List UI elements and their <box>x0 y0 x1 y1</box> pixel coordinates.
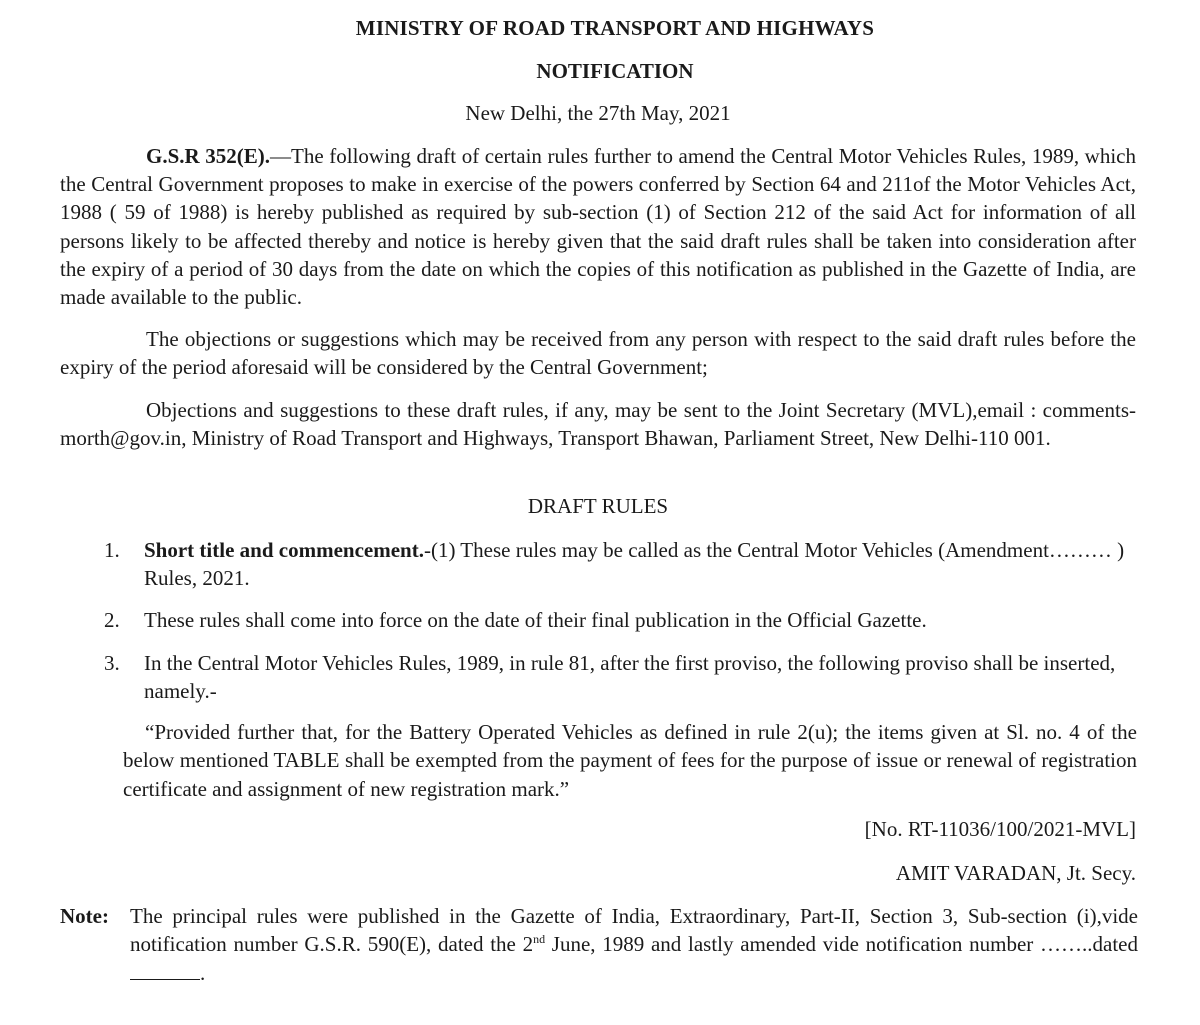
rule-body: -(1) These rules may be called as the Central Motor Vehicles (Amendment……… ) Rules, 2021. <box>144 538 1125 591</box>
rule-number: 1. <box>104 538 120 562</box>
blank-date-line <box>130 961 200 980</box>
rule-title: Short title and commencement. <box>144 538 424 562</box>
rule-item <box>104 649 1140 706</box>
paragraph-gsr <box>60 142 1136 311</box>
proviso-quote: “Provided further that, for the Battery Operated Vehicles as defined in rule 2(u); the items given at Sl. no. 4 of the below mentioned TABLE shall be exempted from the payment of fees for the purpose of issue or renewal of registration certificate and assignment of new registration mark.” <box>123 720 1137 801</box>
rule-text <box>144 536 1140 593</box>
note-body <box>130 902 1138 987</box>
note-section <box>60 902 1138 987</box>
paragraph-objections: The objections or suggestions which may be received from any person with respect to the said draft rules before the expiry of the period aforesaid will be considered by the Central Government; <box>60 327 1136 380</box>
note-end: . <box>200 960 206 985</box>
note-text-continued: June, 1989 and lastly amended vide notification number ……..dated <box>545 932 1138 957</box>
draft-rules-heading: DRAFT RULES <box>527 494 669 518</box>
rule-item <box>104 606 1140 634</box>
notification-heading: NOTIFICATION <box>536 59 694 83</box>
date-line: New Delhi, the 27th May, 2021 <box>465 101 731 125</box>
ministry-heading: MINISTRY OF ROAD TRANSPORT AND HIGHWAYS <box>355 16 875 40</box>
paragraph-contact: Objections and suggestions to these draft rules, if any, may be sent to the Joint Secretary (MVL),email : comments-morth@gov.in, Ministry of Road Transport and Highways, Transport Bhawan, Parliament Street, New Delhi-110 001. <box>60 398 1136 451</box>
rule-body: In the Central Motor Vehicles Rules, 1989, in rule 81, after the first proviso, the following proviso shall be inserted, namely.- <box>144 651 1116 704</box>
rule-body: These rules shall come into force on the date of their final publication in the Official Gazette. <box>144 608 927 632</box>
rule-item <box>104 536 1140 593</box>
rule-number: 3. <box>104 651 120 675</box>
reference-number: [No. RT-11036/100/2021-MVL] <box>864 817 1136 841</box>
gsr-number: G.S.R 352(E). <box>146 144 271 168</box>
note-superscript: nd <box>533 932 546 947</box>
note-label: Note: <box>60 904 109 928</box>
gsr-text: —The following draft of certain rules further to amend the Central Motor Vehicles Rules, 1989, which the Central Government proposes to make in exercise of the powers conferred by Section 64 and 211of the Motor Vehicles Act, 1988 ( 59 of 1988) is hereby published as required by sub-section (1) of Section 212 of the said Act for information of all persons likely to be affected thereby and notice is hereby given that the said draft rules shall be taken into consideration after the expiry of a period of 30 days from the date on which the copies of this notification as published in the Gazette of India, are made available to the public. <box>60 144 1136 310</box>
note-text: The principal rules were published in the Gazette of India, Extraordinary, Part-II, Section 3, Sub-section (i),vide notification number G.S.R. 590(E), dated the 2 <box>130 904 1138 957</box>
rule-number: 2. <box>104 608 120 632</box>
signatory: AMIT VARADAN, Jt. Secy. <box>895 861 1136 885</box>
